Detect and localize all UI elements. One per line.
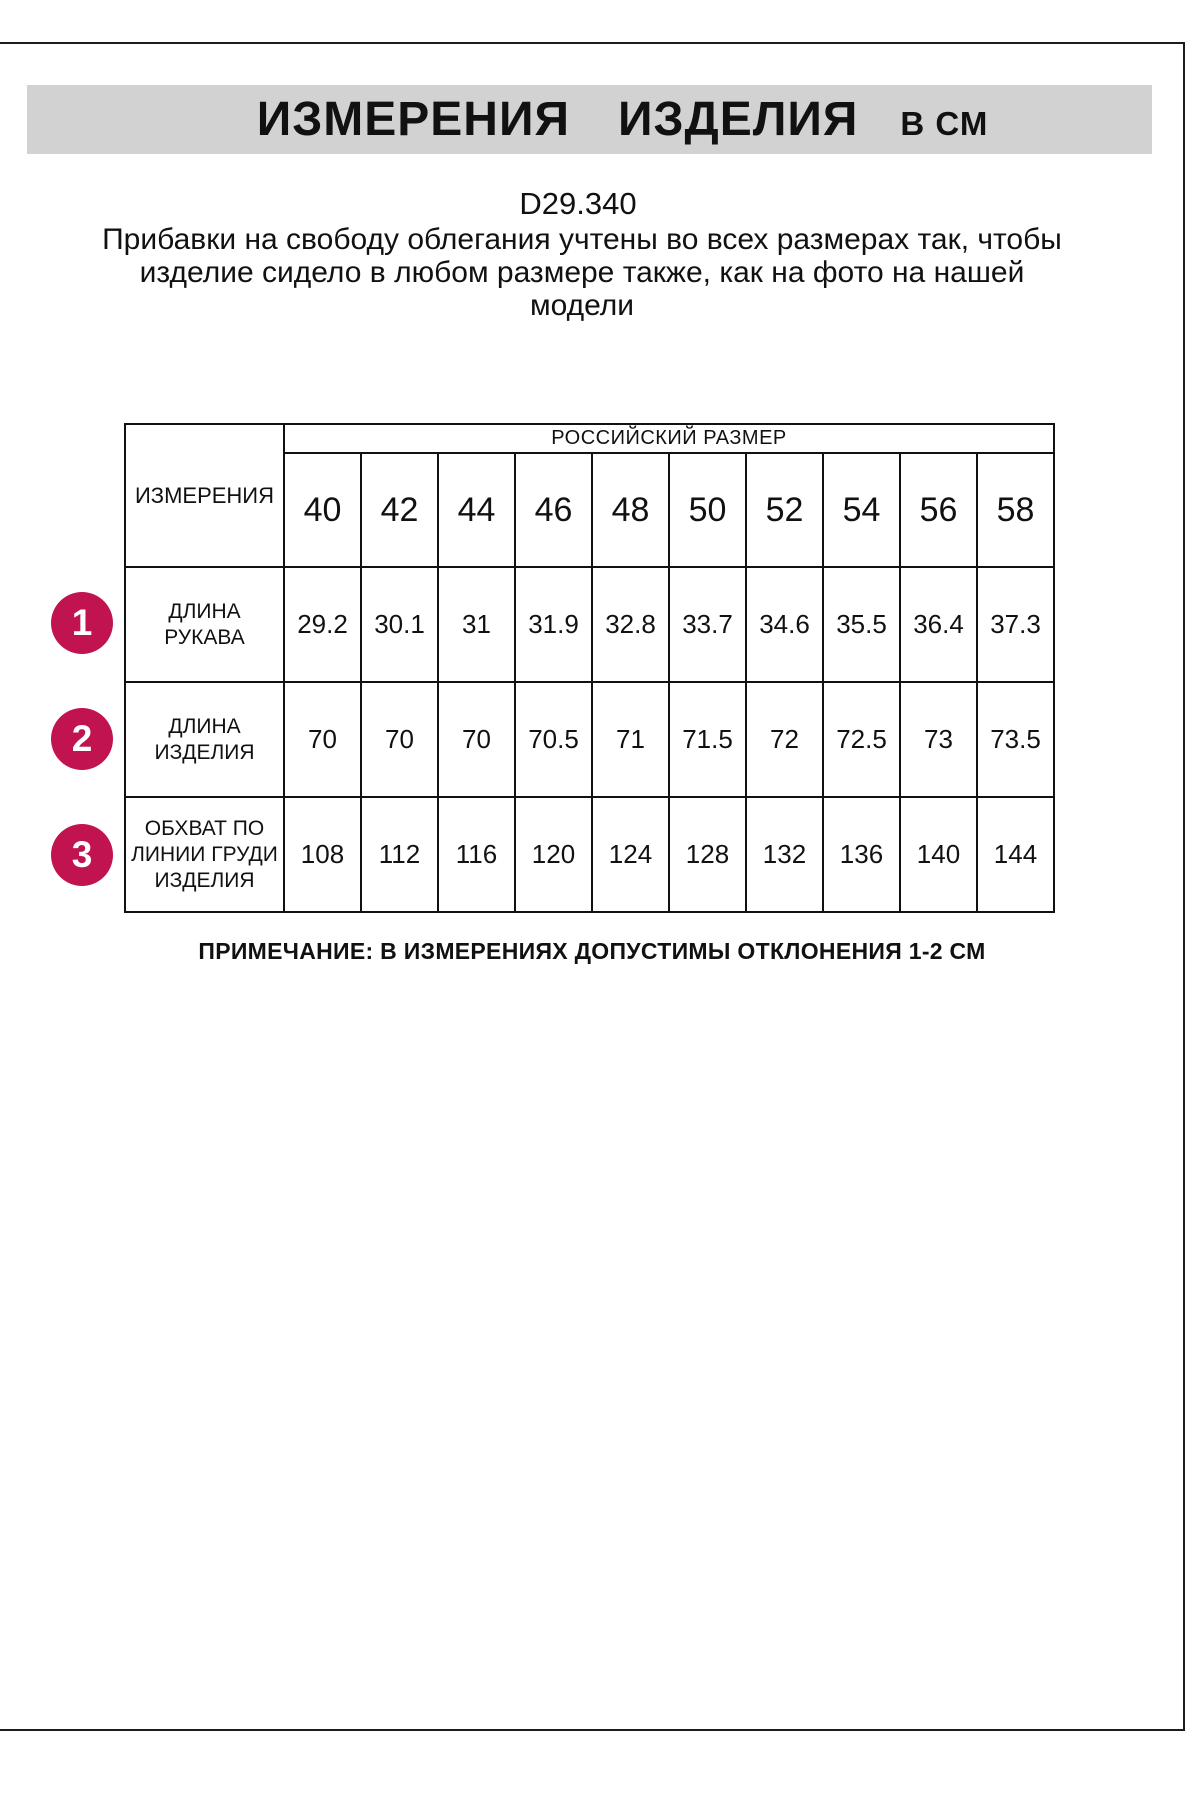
value-cell: 35.5 [823,567,900,682]
size-header-cell: 42 [361,453,438,567]
fit-description [0,223,1164,322]
value-cell: 112 [361,797,438,912]
value-cell: 31 [438,567,515,682]
tolerance-note: ПРИМЕЧАНИЕ: В ИЗМЕРЕНИЯХ ДОПУСТИМЫ ОТКЛОНЕНИЯ 1-2 СМ [198,938,986,964]
size-measurements-table [124,423,1055,913]
value-cell: 36.4 [900,567,977,682]
size-header-cell: 54 [823,453,900,567]
size-header-cell: 48 [592,453,669,567]
value-cell: 37.3 [977,567,1054,682]
value-cell: 70 [361,682,438,797]
measure-number-badge-1: 1 [51,592,113,654]
value-cell: 71.5 [669,682,746,797]
size-header-cell: 40 [284,453,361,567]
value-cell: 124 [592,797,669,912]
row-label-cell: ДЛИНА ИЗДЕЛИЯ [125,682,284,797]
value-cell: 32.8 [592,567,669,682]
page-title-main: ИЗМЕРЕНИЯ [256,93,570,146]
value-cell: 70.5 [515,682,592,797]
size-header-cell: 58 [977,453,1054,567]
table-row-chest-girth [125,797,1054,912]
fit-description-line: модели [529,289,635,322]
value-cell: 144 [977,797,1054,912]
table-row-sleeve-length [125,567,1054,682]
page-title-bar [27,85,1152,154]
measure-number-badge-2: 2 [51,708,113,770]
value-cell: 132 [746,797,823,912]
size-header-cell: 46 [515,453,592,567]
value-cell: 73 [900,682,977,797]
value-cell: 72 [746,682,823,797]
table-row-garment-length [125,682,1054,797]
value-cell: 33.7 [669,567,746,682]
fit-description-line: Прибавки на свободу облегания учтены во всех размерах так, чтобы [102,223,1062,256]
value-cell: 116 [438,797,515,912]
article-code: D29.340 [519,186,637,221]
value-cell: 140 [900,797,977,912]
value-cell: 31.9 [515,567,592,682]
value-cell: 136 [823,797,900,912]
value-cell: 34.6 [746,567,823,682]
value-cell: 72.5 [823,682,900,797]
page-title-units: В СМ [900,105,989,142]
size-header-cell: 52 [746,453,823,567]
fit-description-line: изделие сидело в любом размере также, как на фото на нашей [139,256,1025,289]
size-group-header-cell: РОССИЙСКИЙ РАЗМЕР [284,424,1054,453]
value-cell: 70 [284,682,361,797]
value-cell: 71 [592,682,669,797]
size-header-cell: 56 [900,453,977,567]
table-row-group-header [125,424,1054,453]
value-cell: 128 [669,797,746,912]
value-cell: 30.1 [361,567,438,682]
corner-header-cell: ИЗМЕРЕНИЯ [125,424,284,567]
row-label-cell: ОБХВАТ ПО ЛИНИИ ГРУДИ ИЗДЕЛИЯ [125,797,284,912]
value-cell: 120 [515,797,592,912]
row-label-cell: ДЛИНА РУКАВА [125,567,284,682]
size-header-cell: 44 [438,453,515,567]
size-header-cell: 50 [669,453,746,567]
measure-number-badge-3: 3 [51,824,113,886]
value-cell: 29.2 [284,567,361,682]
value-cell: 70 [438,682,515,797]
value-cell: 73.5 [977,682,1054,797]
value-cell: 108 [284,797,361,912]
page-title-bold: ИЗДЕЛИЯ [617,93,859,146]
